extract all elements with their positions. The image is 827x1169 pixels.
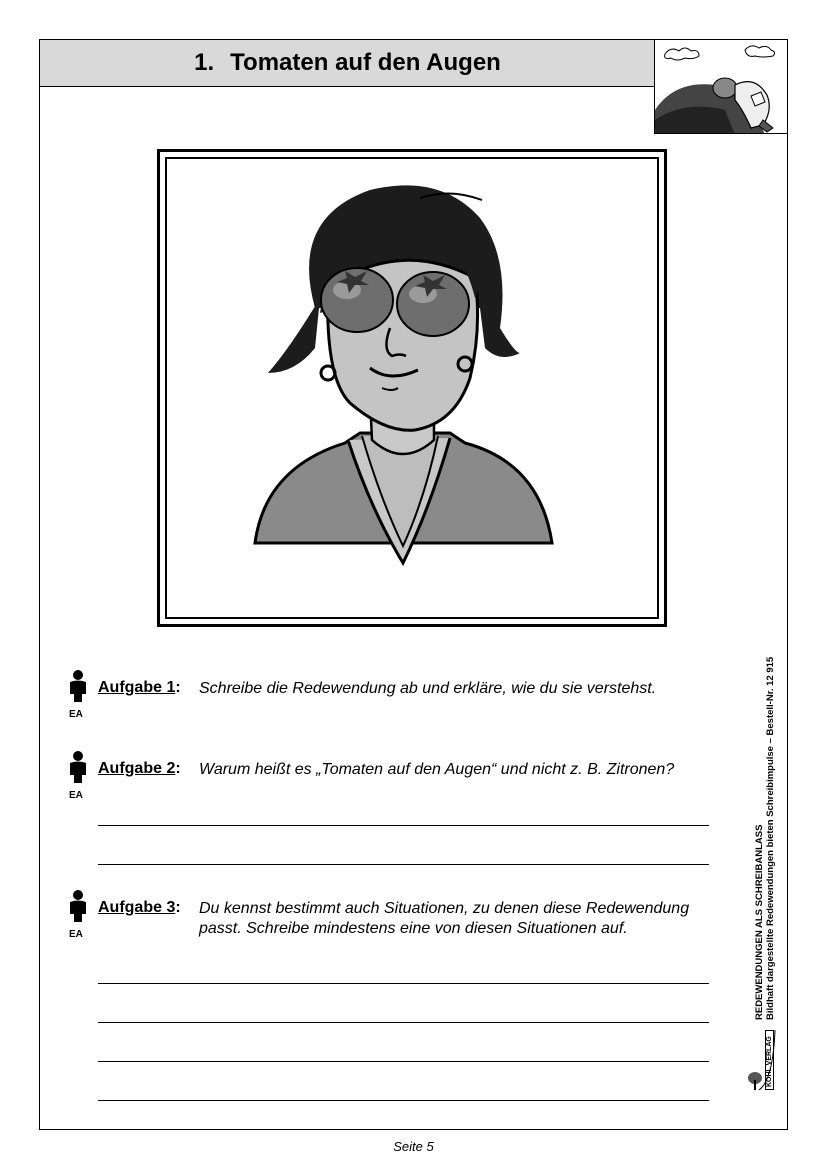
task-label (98, 679, 181, 697)
person-icon (66, 890, 90, 922)
writing-line[interactable] (98, 983, 709, 984)
series-title: REDEWENDUNGEN ALS SCHREIBANLASS (754, 824, 765, 1020)
publisher-logo (745, 1020, 785, 1092)
task-text: Schreibe die Redewendung ab und erkläre, wie du sie verstehst. (199, 680, 657, 697)
series-subtitle: Bildhaft dargestellte Redewendungen bieten Schreibimpulse – Bestell-Nr. 12 915 (765, 656, 776, 1020)
series-info-text (754, 630, 776, 1020)
writing-line[interactable] (98, 1100, 709, 1101)
woman-with-tomato-eyes-icon (220, 178, 600, 578)
person-icon (66, 751, 90, 783)
writing-line[interactable] (98, 864, 709, 865)
task-label-colon: : (175, 899, 181, 916)
title-number: 1. (194, 49, 215, 76)
task-label (98, 899, 181, 917)
corner-illustration (654, 39, 788, 134)
writing-line[interactable] (98, 825, 709, 826)
work-mode-label: EA (69, 929, 83, 940)
writing-line[interactable] (98, 1022, 709, 1023)
task-text: Du kennst bestimmt auch Situationen, zu denen diese Redewendung passt. Schreibe mindestens eine von diesen Situationen auf. (199, 900, 690, 937)
person-icon (66, 670, 90, 702)
page-number: Seite 5 (393, 1139, 434, 1154)
main-illustration (220, 178, 600, 578)
task-label-text: Aufgabe 2 (98, 760, 176, 777)
task-label-text: Aufgabe 1 (98, 679, 176, 696)
task-label (98, 760, 181, 778)
task-label-text: Aufgabe 3 (98, 899, 176, 916)
man-with-bag-cartoon-icon (655, 40, 788, 134)
series-info (754, 630, 776, 1020)
writing-line[interactable] (98, 1061, 709, 1062)
task-label-colon: : (175, 679, 181, 696)
work-mode-label: EA (69, 709, 83, 720)
page-title: Tomaten auf den Augen (230, 49, 501, 76)
task-label-colon: : (175, 760, 181, 777)
publisher-name: KOHL VERLAG (765, 1030, 774, 1090)
title-bar (39, 39, 655, 87)
task-text: Warum heißt es „Tomaten auf den Augen“ und nicht z. B. Zitronen? (199, 761, 675, 778)
work-mode-label: EA (69, 790, 83, 801)
